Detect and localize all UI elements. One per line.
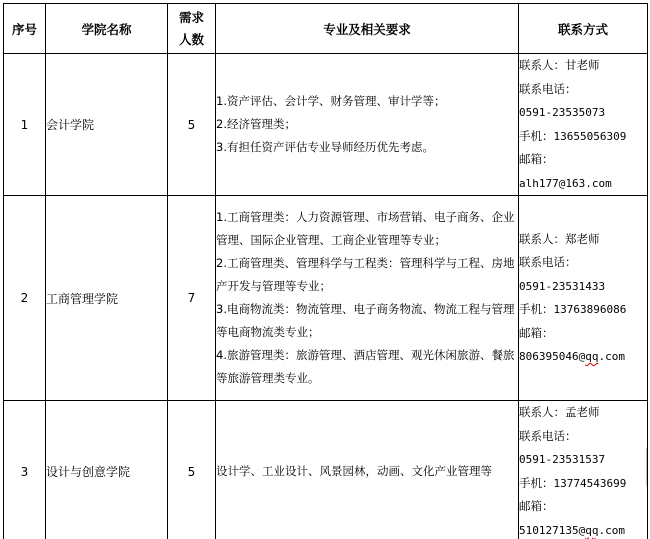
contact-phone: 0591-23531433 bbox=[519, 279, 606, 293]
header-row bbox=[4, 4, 648, 54]
header-count-line2: 人数 bbox=[178, 31, 204, 47]
header-contact: 联系方式 bbox=[519, 4, 648, 54]
row-requirements bbox=[216, 54, 519, 196]
row-index: 1 bbox=[4, 54, 46, 196]
requirement-item: 1.工商管理类：人力资源管理、市场营销、电子商务、企业管理、国际企业管理、工商企业管理等专业； bbox=[216, 210, 515, 247]
requirement-item: 1.资产评估、会计学、财务管理、审计学等； bbox=[216, 94, 446, 108]
table-row bbox=[4, 401, 648, 539]
contact-person-name: 甘老师 bbox=[565, 58, 600, 72]
header-count-line1: 需求 bbox=[178, 9, 204, 25]
row-count: 5 bbox=[168, 401, 216, 539]
contact-mobile-number: 13763896086 bbox=[553, 303, 627, 316]
contact-mobile-label: 手机： bbox=[519, 475, 554, 490]
requirement-item: 2.经济管理类； bbox=[216, 117, 296, 131]
contact-email bbox=[519, 172, 647, 196]
row-college: 设计与创意学院 bbox=[46, 401, 168, 539]
contact-email bbox=[519, 345, 647, 369]
recruitment-table bbox=[3, 3, 648, 539]
contact-person bbox=[519, 401, 647, 425]
row-index: 2 bbox=[4, 196, 46, 401]
row-contact bbox=[519, 401, 648, 539]
contact-phone: 0591-23535073 bbox=[519, 106, 606, 119]
contact-mobile-label: 手机： bbox=[519, 128, 554, 143]
row-college: 工商管理学院 bbox=[46, 196, 168, 401]
row-index: 3 bbox=[4, 401, 46, 539]
requirement-item: 2.工商管理类、管理科学与工程类：管理科学与工程、房地产开发与管理等专业； bbox=[216, 256, 515, 293]
recruitment-table-container bbox=[3, 3, 647, 539]
contact-person-label: 联系人： bbox=[519, 231, 565, 246]
contact-mobile-label: 手机： bbox=[519, 302, 554, 316]
page-edge-marker bbox=[646, 448, 650, 486]
email-domain: qq bbox=[585, 350, 599, 363]
contact-person-label: 联系人： bbox=[519, 58, 565, 72]
header-count bbox=[168, 4, 216, 54]
contact-person-name: 孟老师 bbox=[565, 405, 600, 419]
row-count: 7 bbox=[168, 196, 216, 401]
header-requirements: 专业及相关要求 bbox=[216, 4, 519, 54]
requirement-item: 4.旅游管理类：旅游管理、酒店管理、观光休闲旅游、餐旅等旅游管理类专业。 bbox=[216, 348, 515, 385]
email-suffix: .com bbox=[598, 523, 625, 537]
contact-mobile bbox=[519, 472, 647, 496]
requirement-item: 设计学、工业设计、风景园林，动画、文化产业管理等 bbox=[216, 464, 492, 478]
email-prefix: 806395046@ bbox=[519, 350, 586, 363]
contact-email-label: 邮箱： bbox=[519, 152, 554, 166]
row-requirements bbox=[216, 196, 519, 401]
contact-phone: 0591-23531537 bbox=[519, 453, 606, 466]
contact-email-label: 邮箱： bbox=[519, 499, 554, 513]
contact-person-name: 郑老师 bbox=[565, 231, 600, 246]
requirement-item: 3.有担任资产评估专业导师经历优先考虑。 bbox=[216, 140, 434, 154]
contact-person-label: 联系人： bbox=[519, 405, 565, 419]
contact-phone-label: 联系电话： bbox=[519, 428, 577, 443]
contact-mobile-number: 13655056309 bbox=[553, 129, 627, 143]
contact-mobile bbox=[519, 298, 647, 322]
contact-mobile bbox=[519, 125, 647, 149]
contact-phone-label: 联系电话： bbox=[519, 255, 577, 269]
row-count: 5 bbox=[168, 54, 216, 196]
contact-person bbox=[519, 228, 647, 252]
email-domain: qq bbox=[585, 523, 599, 537]
row-college: 会计学院 bbox=[46, 54, 168, 196]
email-prefix: 510127135@ bbox=[519, 523, 586, 537]
table-row bbox=[4, 54, 648, 196]
requirement-item: 3.电商物流类：物流管理、电子商务物流、物流工程与管理等电商物流类专业； bbox=[216, 302, 515, 339]
contact-mobile-number: 13774543699 bbox=[553, 476, 627, 490]
email-prefix: alh177@163.com bbox=[519, 176, 612, 190]
contact-person bbox=[519, 54, 647, 78]
header-index: 序号 bbox=[4, 4, 46, 54]
row-requirements bbox=[216, 401, 519, 539]
contact-email-label: 邮箱： bbox=[519, 325, 554, 340]
row-contact bbox=[519, 196, 648, 401]
contact-email bbox=[519, 519, 647, 539]
row-contact bbox=[519, 54, 648, 196]
email-suffix: .com bbox=[598, 350, 625, 363]
table-row bbox=[4, 196, 648, 401]
contact-phone-label: 联系电话： bbox=[519, 81, 577, 96]
header-college: 学院名称 bbox=[46, 4, 168, 54]
